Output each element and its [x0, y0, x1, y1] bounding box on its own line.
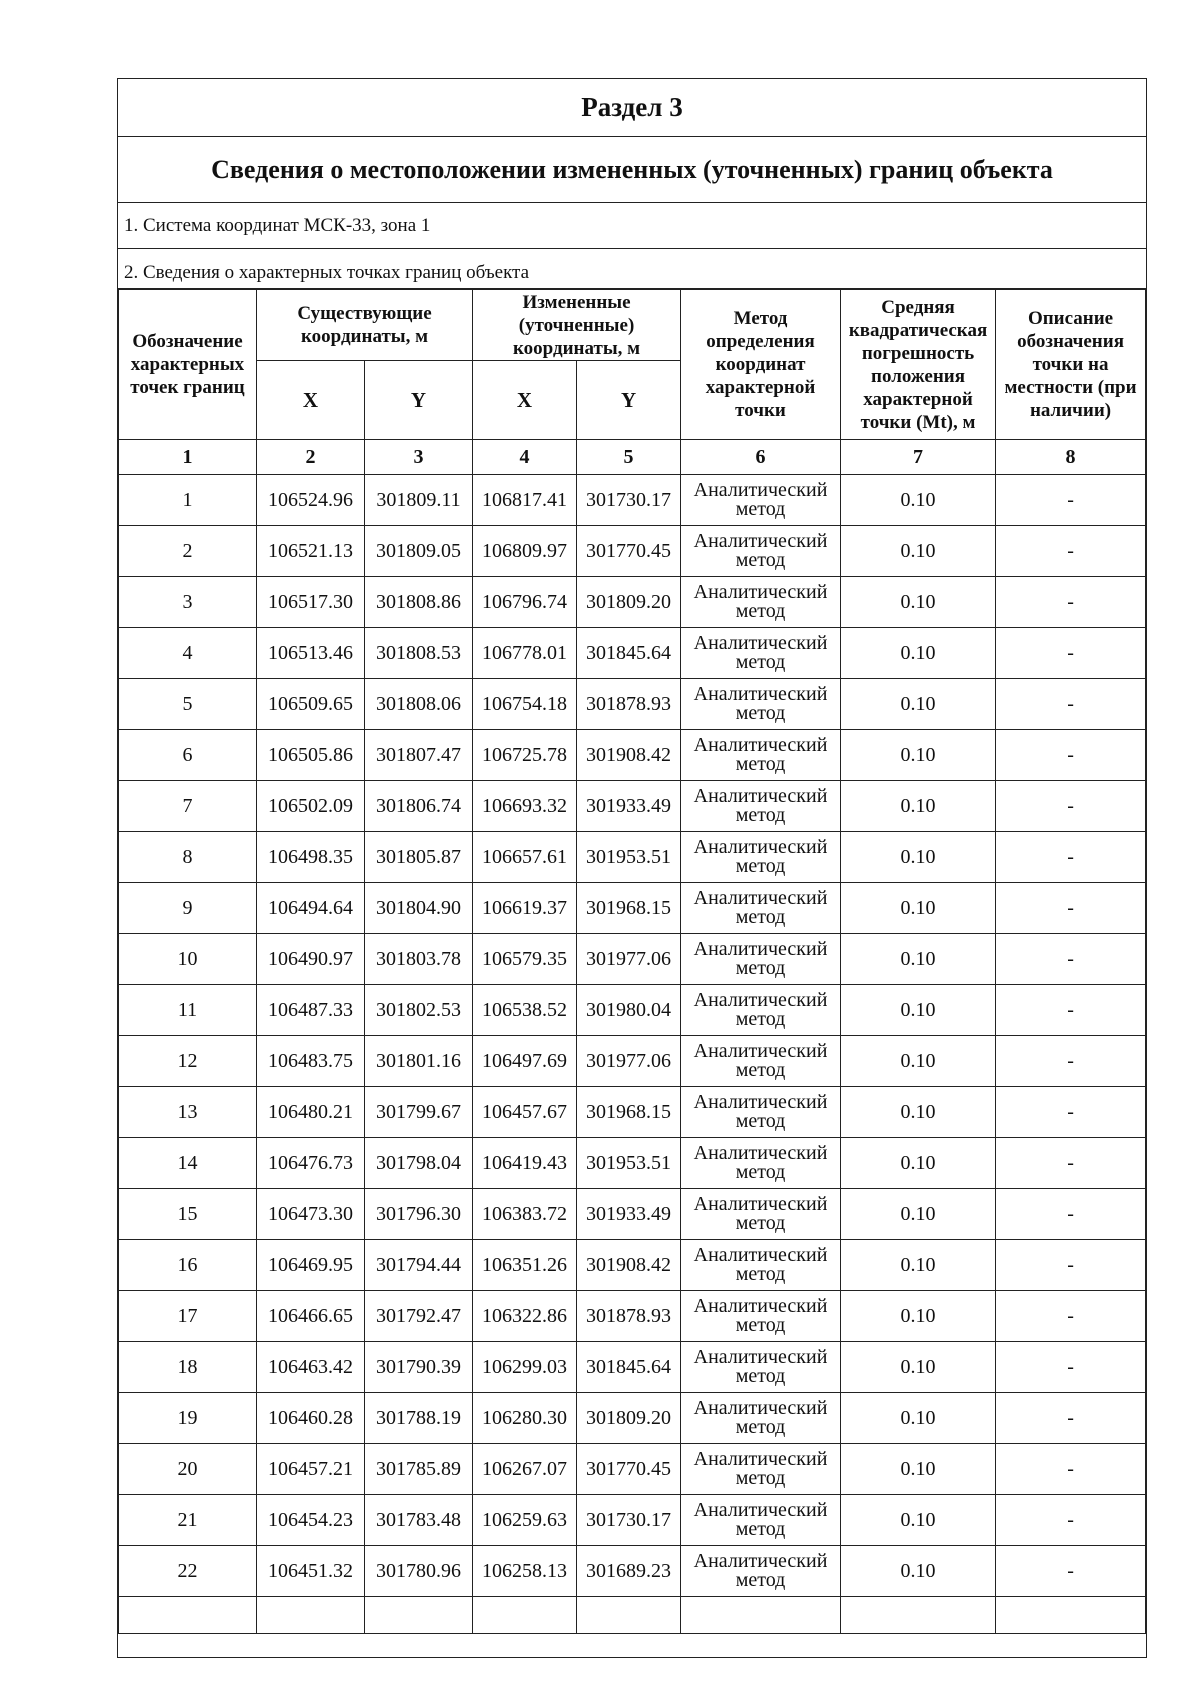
method-line-2: метод	[735, 1212, 786, 1234]
existing-x: 106521.13	[257, 526, 365, 577]
column-number: 1	[119, 440, 257, 475]
method-line-2: метод	[735, 1467, 786, 1489]
table-row	[119, 1189, 1146, 1240]
existing-x: 106502.09	[257, 781, 365, 832]
existing-y: 301808.86	[365, 577, 473, 628]
header-mean-error: Средняя квадратическая погрешность положения характерной точки (Mt), м	[841, 290, 996, 440]
description: -	[996, 985, 1146, 1036]
existing-y: 301807.47	[365, 730, 473, 781]
header-changed-coords: Измененные (уточненные) координаты, м	[473, 290, 681, 361]
method-line-2: метод	[735, 651, 786, 673]
method-line-1: Аналитический	[693, 1397, 828, 1419]
method-line-2: метод	[735, 498, 786, 520]
existing-y: 301805.87	[365, 832, 473, 883]
method-line-2: метод	[735, 1518, 786, 1540]
changed-x: 106796.74	[473, 577, 577, 628]
point-number: 21	[119, 1495, 257, 1546]
existing-x: 106517.30	[257, 577, 365, 628]
method	[681, 730, 841, 781]
mean-error: 0.10	[841, 1189, 996, 1240]
existing-y: 301809.05	[365, 526, 473, 577]
changed-y: 301845.64	[577, 628, 681, 679]
changed-x: 106725.78	[473, 730, 577, 781]
method-line-1: Аналитический	[693, 530, 828, 552]
mean-error: 0.10	[841, 1342, 996, 1393]
changed-y: 301730.17	[577, 475, 681, 526]
changed-x: 106657.61	[473, 832, 577, 883]
method-line-1: Аналитический	[693, 1295, 828, 1317]
mean-error: 0.10	[841, 832, 996, 883]
table-row	[119, 1138, 1146, 1189]
method	[681, 1444, 841, 1495]
method-line-1: Аналитический	[693, 1346, 828, 1368]
existing-x: 106473.30	[257, 1189, 365, 1240]
method-line-2: метод	[735, 804, 786, 826]
method	[681, 832, 841, 883]
table-row	[119, 832, 1146, 883]
document-subtitle: Сведения о местоположении измененных (уточненных) границ объекта	[118, 137, 1146, 203]
mean-error: 0.10	[841, 1495, 996, 1546]
existing-x: 106498.35	[257, 832, 365, 883]
mean-error: 0.10	[841, 628, 996, 679]
method	[681, 1495, 841, 1546]
method-line-2: метод	[735, 600, 786, 622]
mean-error: 0.10	[841, 883, 996, 934]
changed-x: 106267.07	[473, 1444, 577, 1495]
existing-x: 106505.86	[257, 730, 365, 781]
changed-y: 301968.15	[577, 883, 681, 934]
mean-error: 0.10	[841, 1393, 996, 1444]
mean-error: 0.10	[841, 526, 996, 577]
existing-x: 106457.21	[257, 1444, 365, 1495]
method	[681, 781, 841, 832]
method-line-1: Аналитический	[693, 683, 828, 705]
description: -	[996, 1189, 1146, 1240]
changed-x: 106258.13	[473, 1546, 577, 1597]
method-line-2: метод	[735, 1569, 786, 1591]
changed-y: 301980.04	[577, 985, 681, 1036]
changed-y: 301770.45	[577, 1444, 681, 1495]
existing-y: 301790.39	[365, 1342, 473, 1393]
method-line-2: метод	[735, 702, 786, 724]
changed-y: 301809.20	[577, 1393, 681, 1444]
mean-error: 0.10	[841, 985, 996, 1036]
header-existing-y: Y	[365, 361, 473, 440]
mean-error: 0.10	[841, 1036, 996, 1087]
column-number: 2	[257, 440, 365, 475]
coordinate-system: 1. Система координат МСК-33, зона 1	[118, 203, 1146, 249]
existing-y: 301794.44	[365, 1240, 473, 1291]
changed-x: 106383.72	[473, 1189, 577, 1240]
changed-x: 106754.18	[473, 679, 577, 730]
existing-y: 301801.16	[365, 1036, 473, 1087]
table-row	[119, 1393, 1146, 1444]
description: -	[996, 1240, 1146, 1291]
description: -	[996, 1138, 1146, 1189]
description: -	[996, 1444, 1146, 1495]
existing-x: 106513.46	[257, 628, 365, 679]
mean-error: 0.10	[841, 934, 996, 985]
mean-error: 0.10	[841, 1087, 996, 1138]
changed-x: 106619.37	[473, 883, 577, 934]
existing-y: 301798.04	[365, 1138, 473, 1189]
table-row	[119, 1036, 1146, 1087]
existing-y: 301796.30	[365, 1189, 473, 1240]
method-line-2: метод	[735, 1416, 786, 1438]
header-designation: Обозначение характерных точек границ	[119, 290, 257, 440]
description: -	[996, 1393, 1146, 1444]
existing-x: 106460.28	[257, 1393, 365, 1444]
existing-y: 301802.53	[365, 985, 473, 1036]
method-line-1: Аналитический	[693, 836, 828, 858]
point-number: 9	[119, 883, 257, 934]
document-sheet	[117, 78, 1147, 1658]
method-line-2: метод	[735, 1314, 786, 1336]
method-line-1: Аналитический	[693, 1448, 828, 1470]
column-number: 8	[996, 440, 1146, 475]
table-row	[119, 475, 1146, 526]
changed-x: 106259.63	[473, 1495, 577, 1546]
point-number: 22	[119, 1546, 257, 1597]
point-number: 3	[119, 577, 257, 628]
existing-x: 106487.33	[257, 985, 365, 1036]
changed-x: 106693.32	[473, 781, 577, 832]
existing-y: 301803.78	[365, 934, 473, 985]
existing-y: 301808.53	[365, 628, 473, 679]
changed-y: 301730.17	[577, 1495, 681, 1546]
existing-y: 301780.96	[365, 1546, 473, 1597]
method	[681, 1393, 841, 1444]
changed-x: 106579.35	[473, 934, 577, 985]
existing-x: 106463.42	[257, 1342, 365, 1393]
changed-y: 301977.06	[577, 1036, 681, 1087]
method-line-1: Аналитический	[693, 1091, 828, 1113]
point-number: 7	[119, 781, 257, 832]
method-line-1: Аналитический	[693, 1550, 828, 1572]
point-number: 18	[119, 1342, 257, 1393]
method-line-2: метод	[735, 1110, 786, 1132]
method	[681, 934, 841, 985]
method	[681, 628, 841, 679]
point-number: 4	[119, 628, 257, 679]
header-existing-x: X	[257, 361, 365, 440]
changed-x: 106280.30	[473, 1393, 577, 1444]
point-number: 10	[119, 934, 257, 985]
header-method: Метод определения координат характерной точки	[681, 290, 841, 440]
header-changed-x: X	[473, 361, 577, 440]
boundary-points-table	[118, 289, 1146, 1634]
table-row	[119, 679, 1146, 730]
mean-error: 0.10	[841, 1546, 996, 1597]
point-number: 17	[119, 1291, 257, 1342]
column-number-row	[119, 440, 1146, 475]
point-number: 12	[119, 1036, 257, 1087]
method-line-2: метод	[735, 906, 786, 928]
method	[681, 679, 841, 730]
description: -	[996, 730, 1146, 781]
mean-error: 0.10	[841, 1240, 996, 1291]
table-row	[119, 1495, 1146, 1546]
method	[681, 577, 841, 628]
method-line-2: метод	[735, 1059, 786, 1081]
method	[681, 1240, 841, 1291]
changed-x: 106778.01	[473, 628, 577, 679]
method	[681, 1036, 841, 1087]
method-line-1: Аналитический	[693, 632, 828, 654]
point-number: 14	[119, 1138, 257, 1189]
existing-y: 301799.67	[365, 1087, 473, 1138]
changed-y: 301953.51	[577, 832, 681, 883]
existing-x: 106490.97	[257, 934, 365, 985]
changed-x: 106419.43	[473, 1138, 577, 1189]
table-row	[119, 934, 1146, 985]
existing-y: 301806.74	[365, 781, 473, 832]
method	[681, 985, 841, 1036]
method	[681, 1342, 841, 1393]
changed-x: 106322.86	[473, 1291, 577, 1342]
existing-y: 301785.89	[365, 1444, 473, 1495]
description: -	[996, 1546, 1146, 1597]
point-number: 1	[119, 475, 257, 526]
method	[681, 883, 841, 934]
column-number: 5	[577, 440, 681, 475]
existing-x: 106466.65	[257, 1291, 365, 1342]
mean-error: 0.10	[841, 475, 996, 526]
table-row	[119, 628, 1146, 679]
changed-x: 106457.67	[473, 1087, 577, 1138]
header-description: Описание обозначения точки на местности (при наличии)	[996, 290, 1146, 440]
existing-y: 301783.48	[365, 1495, 473, 1546]
existing-x: 106476.73	[257, 1138, 365, 1189]
changed-x: 106497.69	[473, 1036, 577, 1087]
point-number: 16	[119, 1240, 257, 1291]
changed-y: 301878.93	[577, 679, 681, 730]
changed-y: 301809.20	[577, 577, 681, 628]
method-line-1: Аналитический	[693, 1244, 828, 1266]
method	[681, 1087, 841, 1138]
method	[681, 1189, 841, 1240]
changed-x: 106538.52	[473, 985, 577, 1036]
column-number: 6	[681, 440, 841, 475]
description: -	[996, 1036, 1146, 1087]
point-number: 19	[119, 1393, 257, 1444]
point-number: 15	[119, 1189, 257, 1240]
existing-x: 106480.21	[257, 1087, 365, 1138]
method-line-2: метод	[735, 1365, 786, 1387]
description: -	[996, 577, 1146, 628]
mean-error: 0.10	[841, 577, 996, 628]
point-number: 8	[119, 832, 257, 883]
description: -	[996, 1342, 1146, 1393]
changed-y: 301953.51	[577, 1138, 681, 1189]
method-line-1: Аналитический	[693, 734, 828, 756]
description: -	[996, 832, 1146, 883]
point-number: 2	[119, 526, 257, 577]
mean-error: 0.10	[841, 679, 996, 730]
point-number: 11	[119, 985, 257, 1036]
point-number: 5	[119, 679, 257, 730]
method-line-1: Аналитический	[693, 479, 828, 501]
method-line-1: Аналитический	[693, 887, 828, 909]
table-row	[119, 1444, 1146, 1495]
mean-error: 0.10	[841, 730, 996, 781]
column-number: 7	[841, 440, 996, 475]
method-line-2: метод	[735, 1263, 786, 1285]
mean-error: 0.10	[841, 1291, 996, 1342]
table-row	[119, 730, 1146, 781]
existing-x: 106451.32	[257, 1546, 365, 1597]
mean-error: 0.10	[841, 1444, 996, 1495]
existing-x: 106509.65	[257, 679, 365, 730]
method-line-1: Аналитический	[693, 1499, 828, 1521]
description: -	[996, 934, 1146, 985]
existing-y: 301804.90	[365, 883, 473, 934]
method	[681, 526, 841, 577]
method-line-1: Аналитический	[693, 1142, 828, 1164]
existing-y: 301788.19	[365, 1393, 473, 1444]
column-number: 3	[365, 440, 473, 475]
method-line-1: Аналитический	[693, 1193, 828, 1215]
method	[681, 1546, 841, 1597]
points-heading: 2. Сведения о характерных точках границ объекта	[118, 249, 1146, 289]
table-row	[119, 1546, 1146, 1597]
existing-x: 106483.75	[257, 1036, 365, 1087]
table-body	[119, 475, 1146, 1597]
method	[681, 1138, 841, 1189]
description: -	[996, 1291, 1146, 1342]
description: -	[996, 628, 1146, 679]
section-title: Раздел 3	[118, 79, 1146, 137]
table-row	[119, 883, 1146, 934]
method-line-2: метод	[735, 753, 786, 775]
changed-y: 301845.64	[577, 1342, 681, 1393]
table-row	[119, 1291, 1146, 1342]
existing-x: 106454.23	[257, 1495, 365, 1546]
method-line-2: метод	[735, 1161, 786, 1183]
header-existing-coords: Существующие координаты, м	[257, 290, 473, 361]
table-row	[119, 985, 1146, 1036]
existing-y: 301808.06	[365, 679, 473, 730]
method	[681, 475, 841, 526]
description: -	[996, 1495, 1146, 1546]
changed-x: 106817.41	[473, 475, 577, 526]
table-row	[119, 526, 1146, 577]
mean-error: 0.10	[841, 781, 996, 832]
description: -	[996, 526, 1146, 577]
table-row	[119, 781, 1146, 832]
method	[681, 1291, 841, 1342]
method-line-1: Аналитический	[693, 785, 828, 807]
method-line-1: Аналитический	[693, 581, 828, 603]
existing-x: 106469.95	[257, 1240, 365, 1291]
method-line-2: метод	[735, 549, 786, 571]
table-row-empty	[119, 1597, 1146, 1634]
existing-y: 301792.47	[365, 1291, 473, 1342]
method-line-2: метод	[735, 957, 786, 979]
changed-x: 106351.26	[473, 1240, 577, 1291]
description: -	[996, 475, 1146, 526]
changed-y: 301770.45	[577, 526, 681, 577]
header-changed-y: Y	[577, 361, 681, 440]
changed-x: 106809.97	[473, 526, 577, 577]
existing-y: 301809.11	[365, 475, 473, 526]
changed-y: 301908.42	[577, 1240, 681, 1291]
changed-y: 301977.06	[577, 934, 681, 985]
existing-x: 106494.64	[257, 883, 365, 934]
mean-error: 0.10	[841, 1138, 996, 1189]
table-row	[119, 577, 1146, 628]
point-number: 13	[119, 1087, 257, 1138]
method-line-1: Аналитический	[693, 989, 828, 1011]
table-row	[119, 1240, 1146, 1291]
changed-x: 106299.03	[473, 1342, 577, 1393]
changed-y: 301878.93	[577, 1291, 681, 1342]
table-row	[119, 1087, 1146, 1138]
method-line-2: метод	[735, 855, 786, 877]
method-line-1: Аналитический	[693, 938, 828, 960]
changed-y: 301933.49	[577, 1189, 681, 1240]
description: -	[996, 883, 1146, 934]
description: -	[996, 781, 1146, 832]
existing-x: 106524.96	[257, 475, 365, 526]
method-line-1: Аналитический	[693, 1040, 828, 1062]
method-line-2: метод	[735, 1008, 786, 1030]
changed-y: 301689.23	[577, 1546, 681, 1597]
changed-y: 301908.42	[577, 730, 681, 781]
changed-y: 301968.15	[577, 1087, 681, 1138]
point-number: 20	[119, 1444, 257, 1495]
description: -	[996, 1087, 1146, 1138]
point-number: 6	[119, 730, 257, 781]
column-number: 4	[473, 440, 577, 475]
table-row	[119, 1342, 1146, 1393]
changed-y: 301933.49	[577, 781, 681, 832]
description: -	[996, 679, 1146, 730]
